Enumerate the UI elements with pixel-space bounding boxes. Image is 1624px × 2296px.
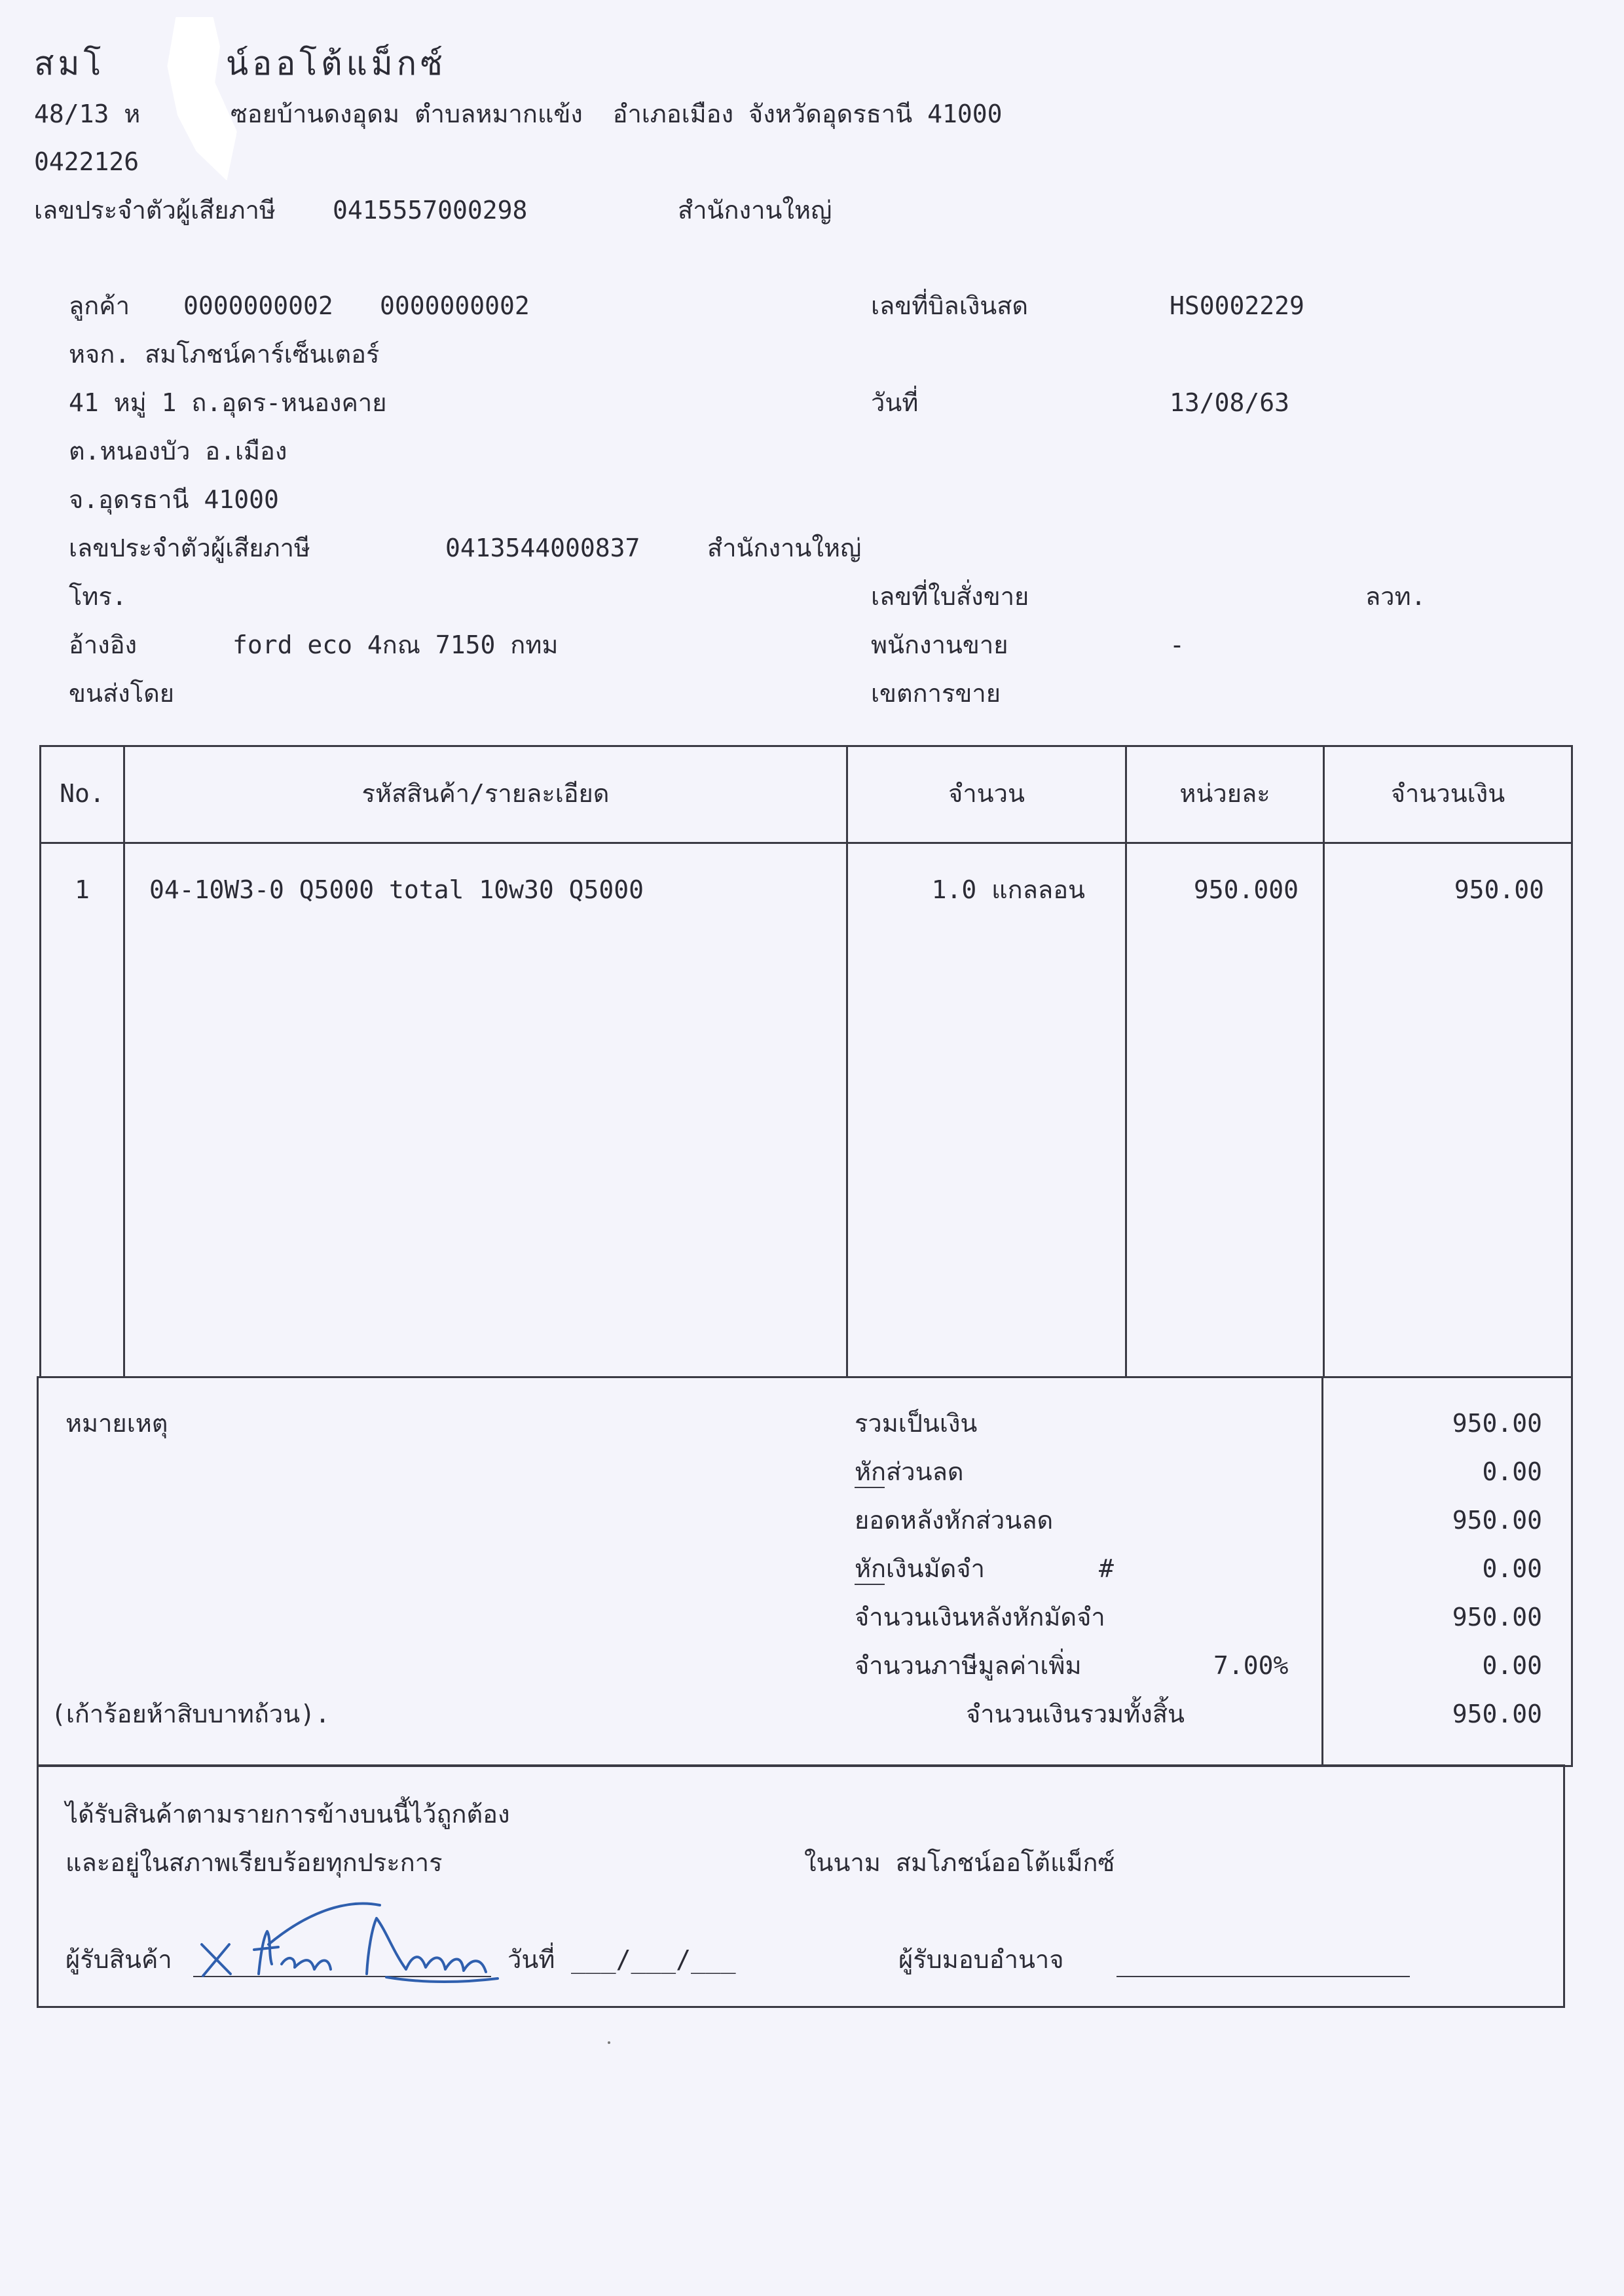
customer-ref-value: ford eco 4กณ 7150 กทม	[232, 630, 559, 659]
company-address-part1: 48/13 ห	[34, 100, 141, 128]
table-col-divider-3	[1125, 745, 1127, 1378]
torn-paper-corner	[152, 17, 237, 181]
col-header-description: รหัสสินค้า/รายละเอียด	[361, 779, 610, 808]
row-1-no: 1	[75, 875, 90, 904]
receive-date-label: วันที่	[507, 1945, 555, 1974]
authorized-signature-line	[1116, 1976, 1410, 1977]
vat-label: จำนวนภาษีมูลค่าเพิ่ม	[855, 1651, 1082, 1680]
after-deposit-label: จำนวนเงินหลังหักมัดจำ	[855, 1603, 1105, 1631]
table-col-divider-4	[1323, 745, 1325, 1378]
paper-speck	[608, 2041, 610, 2044]
company-phone: 0422126	[34, 147, 139, 176]
table-col-divider-2	[846, 745, 848, 1378]
company-name-part2: น์ออโต้แม็กซ์	[226, 45, 447, 82]
subtotal-label: รวมเป็นเงิน	[855, 1409, 978, 1438]
discount-value: 0.00	[1482, 1457, 1542, 1486]
date-label: วันที่	[871, 388, 919, 417]
customer-ship-label: ขนส่งโดย	[69, 679, 175, 708]
after-deposit-value: 950.00	[1452, 1603, 1542, 1631]
col-header-no: No.	[60, 779, 105, 808]
order-suffix: ลวท.	[1365, 582, 1426, 611]
col-header-amount: จำนวนเงิน	[1390, 779, 1505, 808]
order-no-label: เลขที่ใบสั่งขาย	[871, 582, 1029, 611]
table-col-divider-1	[123, 745, 125, 1378]
col-header-unit-price: หน่วยละ	[1179, 779, 1270, 808]
customer-code-2: 0000000002	[380, 291, 530, 320]
vat-value: 0.00	[1482, 1651, 1542, 1680]
handwritten-signature	[190, 1892, 504, 1990]
customer-address-1: 41 หมู่ 1 ถ.อุดร-หนองคาย	[69, 388, 387, 417]
deposit-value: 0.00	[1482, 1554, 1542, 1583]
company-tax-id-label: เลขประจำตัวผู้เสียภาษี	[34, 196, 276, 225]
vat-rate: 7.00%	[1213, 1651, 1289, 1680]
bill-no: HS0002229	[1170, 291, 1304, 320]
salesperson-value: -	[1170, 630, 1185, 659]
company-address-part2: ซอยบ้านดงอุดม ตำบลหมากแข้ง อำเภอเมือง จังหวัดอุดรธานี 41000	[231, 100, 1003, 128]
receive-date-blank: ___/___/___	[571, 1945, 736, 1974]
row-1-unit-price: 950.000	[1193, 875, 1299, 904]
receiver-label: ผู้รับสินค้า	[65, 1945, 172, 1974]
on-behalf-of: ในนาม สมโภชน์ออโต้แม็กซ์	[804, 1848, 1115, 1877]
table-header-divider	[39, 842, 1573, 844]
remark-label: หมายเหตุ	[65, 1409, 168, 1438]
date-value: 13/08/63	[1170, 388, 1290, 417]
row-1-description: 04-10W3-0 Q5000 total 10w30 Q5000	[149, 875, 644, 904]
customer-ref-label: อ้างอิง	[69, 630, 138, 659]
items-table	[39, 745, 1573, 1378]
salesperson-label: พนักงานขาย	[871, 630, 1008, 659]
received-statement-line2: และอยู่ในสภาพเรียบร้อยทุกประการ	[65, 1848, 443, 1877]
company-branch: สำนักงานใหญ่	[678, 196, 832, 225]
deposit-hash: #	[1099, 1554, 1114, 1583]
customer-label: ลูกค้า	[69, 291, 130, 320]
after-discount-value: 950.00	[1452, 1506, 1542, 1535]
col-header-quantity: จำนวน	[948, 779, 1025, 808]
company-tax-id: 0415557000298	[333, 196, 528, 225]
row-1-amount: 950.00	[1454, 875, 1544, 904]
discount-underline	[855, 1487, 885, 1488]
company-name-part1: สมโ	[34, 45, 105, 82]
customer-address-2: ต.หนองบัว อ.เมือง	[69, 437, 287, 465]
received-statement-line1: ได้รับสินค้าตามรายการข้างบนนี้ไว้ถูกต้อง	[65, 1800, 510, 1829]
after-discount-label: ยอดหลังหักส่วนลด	[855, 1506, 1054, 1535]
customer-branch: สำนักงานใหญ่	[707, 534, 862, 562]
customer-name: หจก. สมโภชน์คาร์เซ็นเตอร์	[69, 340, 380, 369]
customer-tax-id: 0413544000837	[445, 534, 640, 562]
deposit-label: หักเงินมัดจำ	[855, 1554, 985, 1583]
customer-address-3: จ.อุดรธานี 41000	[69, 485, 279, 514]
authorized-label: ผู้รับมอบอำนาจ	[898, 1945, 1064, 1974]
subtotal-value: 950.00	[1452, 1409, 1542, 1438]
bill-no-label: เลขที่บิลเงินสด	[871, 291, 1029, 320]
deposit-underline	[855, 1584, 885, 1585]
grand-total-label: จำนวนเงินรวมทั้งสิ้น	[966, 1700, 1185, 1728]
sales-area-label: เขตการขาย	[871, 679, 1001, 708]
customer-code-1: 0000000002	[183, 291, 333, 320]
customer-phone-label: โทร.	[69, 582, 127, 611]
amount-in-words: (เก้าร้อยห้าสิบบาทถ้วน).	[51, 1700, 330, 1728]
row-1-quantity: 1.0 แกลลอน	[931, 875, 1085, 904]
customer-tax-id-label: เลขประจำตัวผู้เสียภาษี	[69, 534, 310, 562]
grand-total-value: 950.00	[1452, 1700, 1542, 1728]
discount-label: หักส่วนลด	[855, 1457, 964, 1486]
